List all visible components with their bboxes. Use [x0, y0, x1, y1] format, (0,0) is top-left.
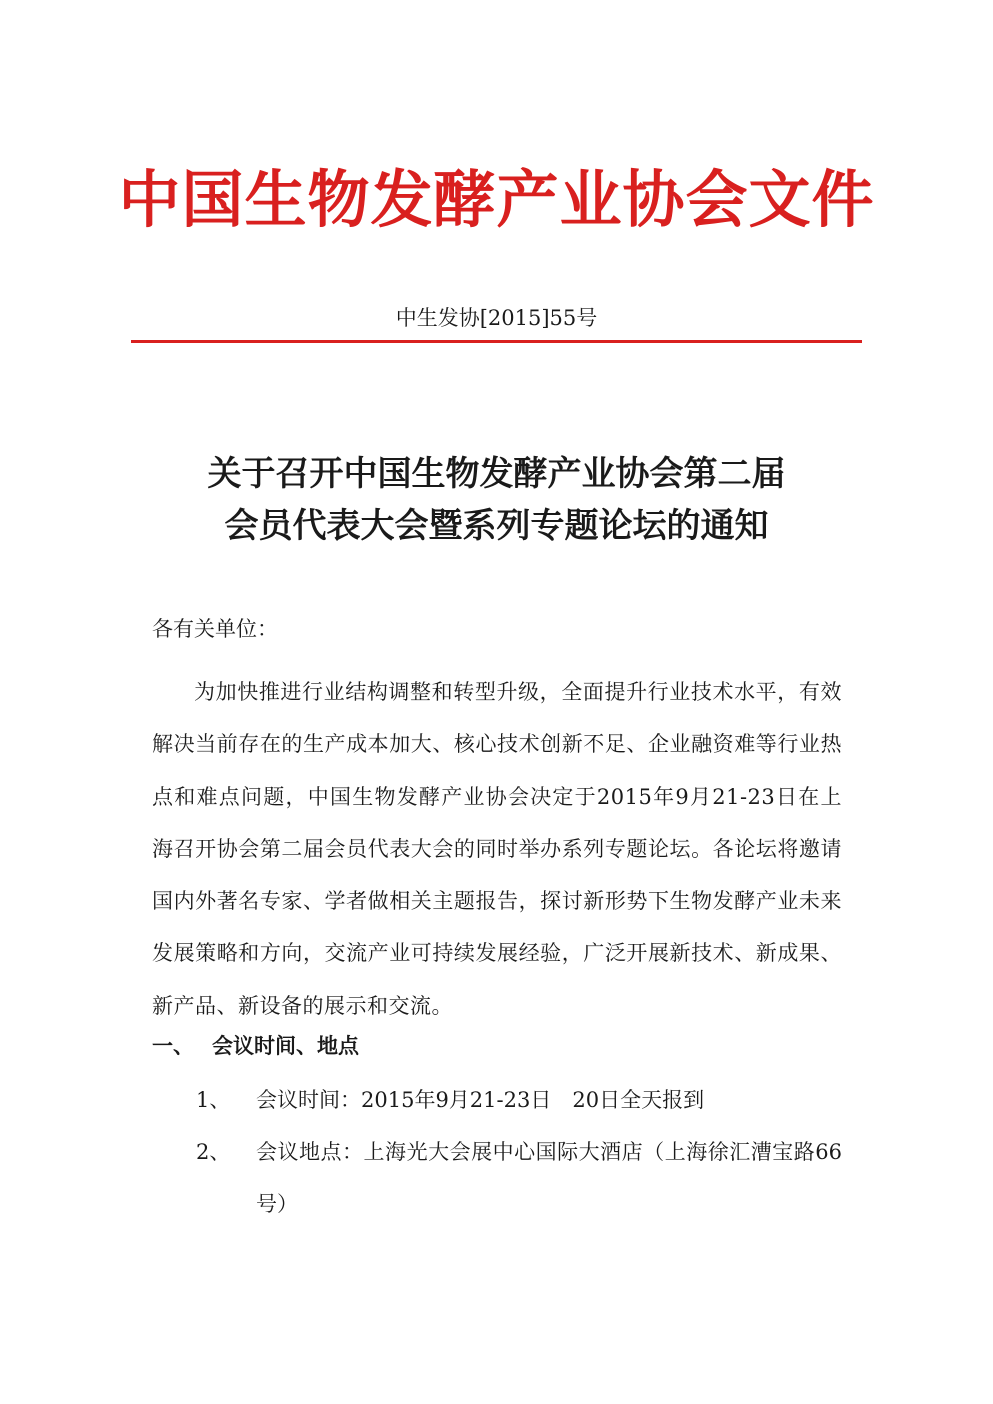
salutation: 各有关单位：	[152, 617, 278, 641]
list-item-text: 会议时间：2015年9月21-23日 20日全天报到	[256, 1088, 705, 1112]
notice-title	[0, 448, 993, 552]
list-item-number: 2、	[196, 1140, 231, 1164]
document-number: 中生发协[2015]55号	[395, 306, 598, 330]
masthead-title: 中国生物发酵产业协会文件	[118, 163, 875, 236]
body-paragraph: 为加快推进行业结构调整和转型升级，全面提升行业技术水平，有效解决当前存在的生产成本加大、核心技术创新不足、企业融资难等行业热点和难点问题，中国生物发酵产业协会决定于2015年9月21-23日在上海召开协会第二届会员代表大会的同时举办系列专题论坛。各论坛将邀请国内外著名专家、学者做相关主题报告，探讨新形势下生物发酵产业未来发展策略和方向，交流产业可持续发展经验，广泛开展新技术、新成果、新产品、新设备的展示和交流。	[152, 680, 842, 1018]
section-heading-text: 会议时间、地点	[212, 1034, 359, 1058]
notice-title-line-2: 会员代表大会暨系列专题论坛的通知	[224, 506, 769, 546]
section-number: 一、	[152, 1034, 194, 1058]
notice-title-line-1: 关于召开中国生物发酵产业协会第二届	[207, 454, 786, 494]
section-heading	[152, 1030, 359, 1062]
list-item-number: 1、	[196, 1088, 231, 1112]
list-item-text: 会议地点：上海光大会展中心国际大酒店（上海徐汇漕宝路66号）	[256, 1140, 842, 1216]
list-item	[196, 1074, 842, 1126]
list-item	[196, 1126, 842, 1230]
red-separator-rule	[131, 340, 862, 343]
